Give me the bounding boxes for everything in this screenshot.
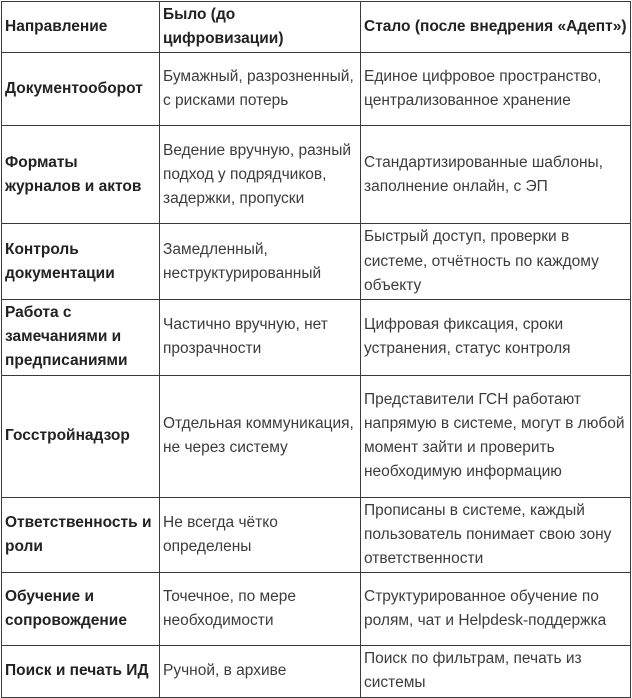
table-row (2, 300, 631, 376)
table-row (2, 573, 631, 646)
row-direction: Форматы журналов и актов (2, 126, 160, 224)
header-direction: Направление (2, 2, 160, 53)
table-header (2, 2, 631, 53)
row-after: Прописаны в системе, каждый пользователь понимает свою зону ответственности (361, 497, 631, 573)
header-after: Стало (после внедрения «Адепт») (361, 2, 631, 53)
row-after: Цифровая фиксация, сроки устранения, статус контроля (361, 300, 631, 376)
row-after: Стандартизированные шаблоны, заполнение онлайн, с ЭП (361, 126, 631, 224)
row-after: Поиск по фильтрам, печать из системы (361, 646, 631, 697)
header-before: Было (до цифровизации) (160, 2, 361, 53)
table-row (2, 646, 631, 697)
row-before: Бумажный, разрозненный, с рисками потерь (160, 53, 361, 126)
row-after: Быстрый доступ, проверки в системе, отчётность по каждому объекту (361, 224, 631, 300)
row-before: Частично вручную, нет прозрачности (160, 300, 361, 376)
row-before: Ручной, в архиве (160, 646, 361, 697)
table-row (2, 53, 631, 126)
row-before: Точечное, по мере необходимости (160, 573, 361, 646)
table-row (2, 126, 631, 224)
table-body (2, 53, 631, 697)
row-before: Не всегда чётко определены (160, 497, 361, 573)
comparison-table (1, 1, 631, 698)
row-direction: Контроль документации (2, 224, 160, 300)
header-row (2, 2, 631, 53)
table-row (2, 224, 631, 300)
row-direction: Документооборот (2, 53, 160, 126)
table-row (2, 497, 631, 573)
row-after: Представители ГСН работают напрямую в системе, могут в любой момент зайти и проверить необходимую информацию (361, 375, 631, 497)
table-row (2, 375, 631, 497)
row-after: Структурированное обучение по ролям, чат и Helpdesk-поддержка (361, 573, 631, 646)
row-before: Ведение вручную, разный подход у подрядчиков, задержки, пропуски (160, 126, 361, 224)
row-direction: Поиск и печать ИД (2, 646, 160, 697)
row-after: Единое цифровое пространство, централизованное хранение (361, 53, 631, 126)
row-direction: Ответственность и роли (2, 497, 160, 573)
row-before: Отдельная коммуникация, не через систему (160, 375, 361, 497)
row-direction: Обучение и сопровождение (2, 573, 160, 646)
row-before: Замедленный, неструктурированный (160, 224, 361, 300)
row-direction: Работа с замечаниями и предписаниями (2, 300, 160, 376)
row-direction: Госстройнадзор (2, 375, 160, 497)
